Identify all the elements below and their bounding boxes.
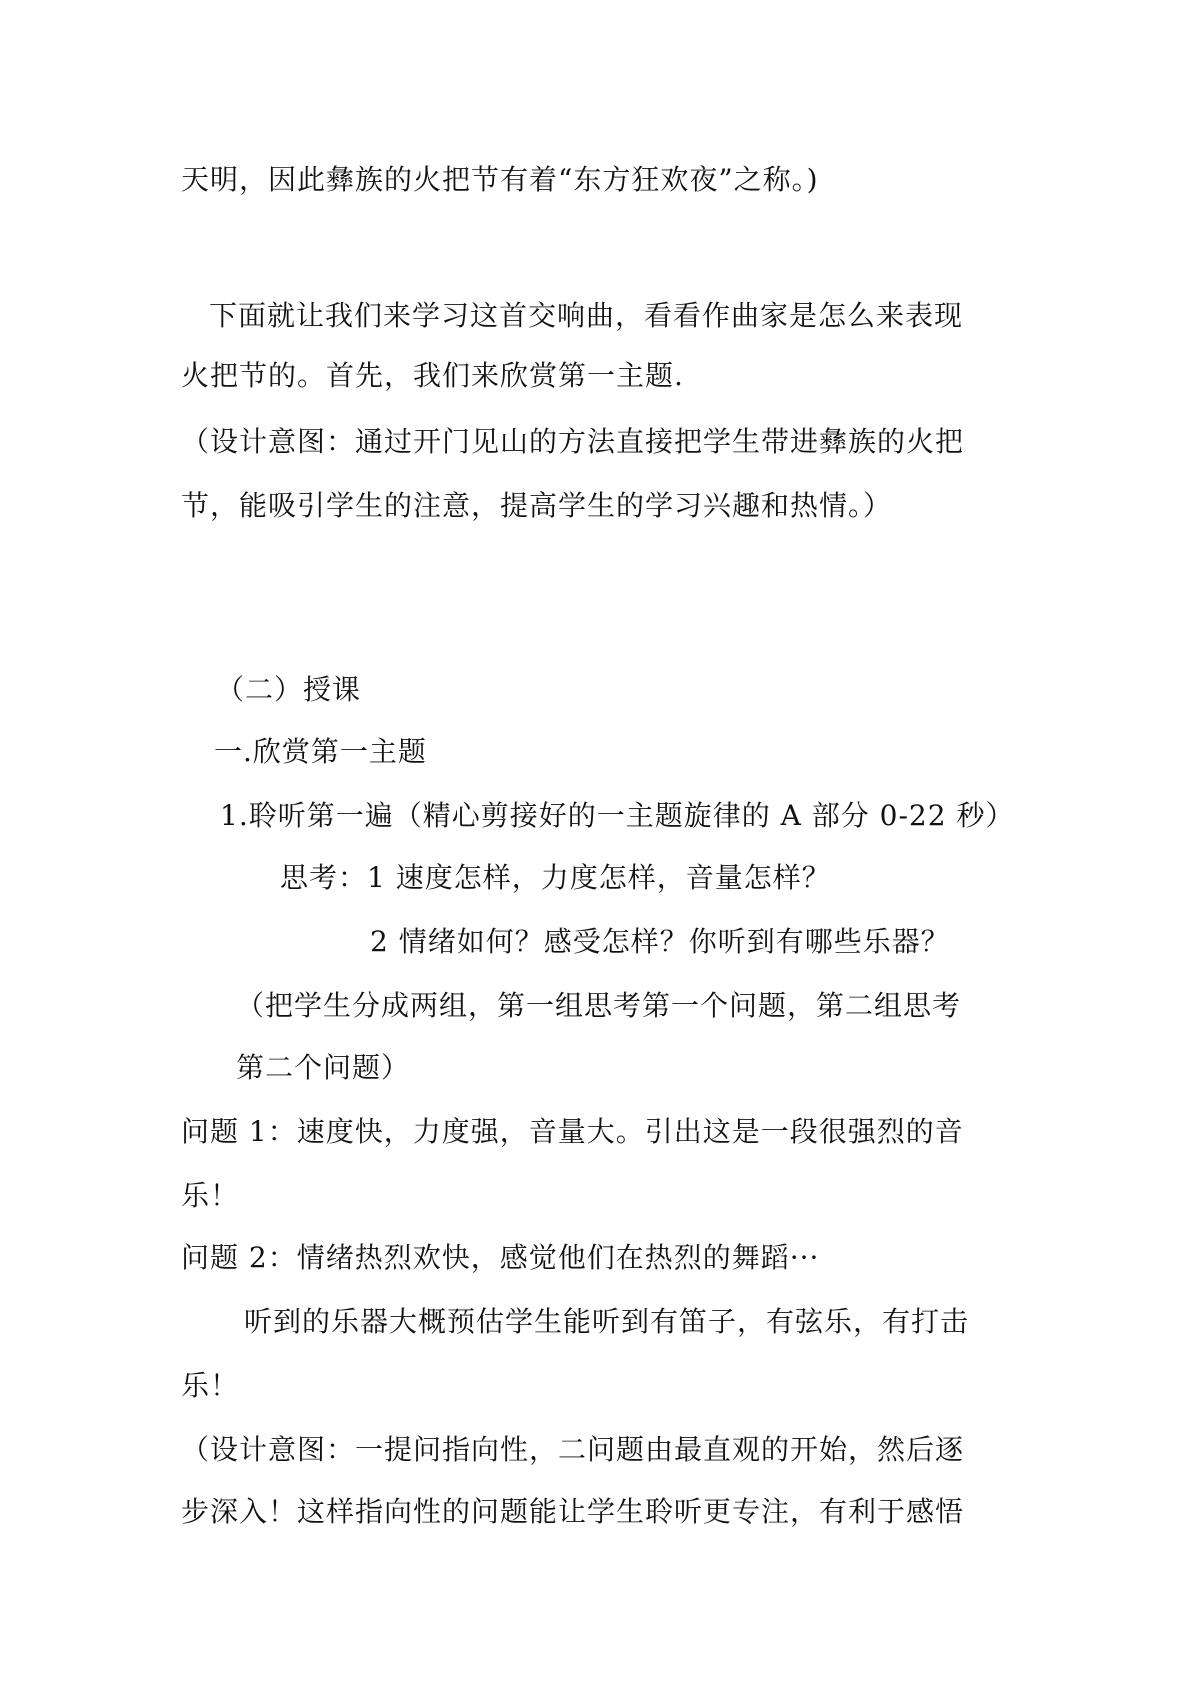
text-line: （设计意图：一提问指向性，二问题由最直观的开始，然后逐 xyxy=(181,1433,965,1466)
text-line: （设计意图：通过开门见山的方法直接把学生带进彝族的火把 xyxy=(181,425,965,458)
text-line: 下面就让我们来学习这首交响曲，看看作曲家是怎么来表现 xyxy=(209,299,964,332)
section-heading: （二）授课 xyxy=(216,673,362,706)
text-line: 节，能吸引学生的注意，提高学生的学习兴趣和热情。） xyxy=(181,489,893,522)
text-line: 思考：1 速度怎样，力度怎样，音量怎样？ xyxy=(280,861,831,894)
text-line: 天明，因此彝族的火把节有着“东方狂欢夜”之称。) xyxy=(181,163,819,196)
text-line: 2 情绪如何？感受怎样？你听到有哪些乐器？ xyxy=(370,925,950,958)
text-line: 1.聆听第一遍（精心剪接好的一主题旋律的 A 部分 0-22 秒） xyxy=(220,799,1015,832)
text-line: 问题 1：速度快，力度强，音量大。引出这是一段很强烈的音 xyxy=(181,1115,964,1148)
subsection-heading: 一.欣赏第一主题 xyxy=(214,735,427,768)
text-line: 问题 2：情绪热烈欢快，感觉他们在热烈的舞蹈··· xyxy=(181,1241,820,1274)
text-line: 第二个问题） xyxy=(236,1051,411,1084)
text-line: 步深入！这样指向性的问题能让学生聆听更专注，有利于感悟 xyxy=(181,1495,965,1528)
text-line: 听到的乐器大概预估学生能听到有笛子，有弦乐，有打击 xyxy=(244,1305,970,1338)
text-line: 火把节的。首先，我们来欣赏第一主题. xyxy=(181,359,684,392)
text-line: 乐！ xyxy=(181,1179,240,1212)
text-line: （把学生分成两组，第一组思考第一个问题，第二组思考 xyxy=(236,989,962,1022)
text-line: 乐！ xyxy=(181,1369,240,1402)
